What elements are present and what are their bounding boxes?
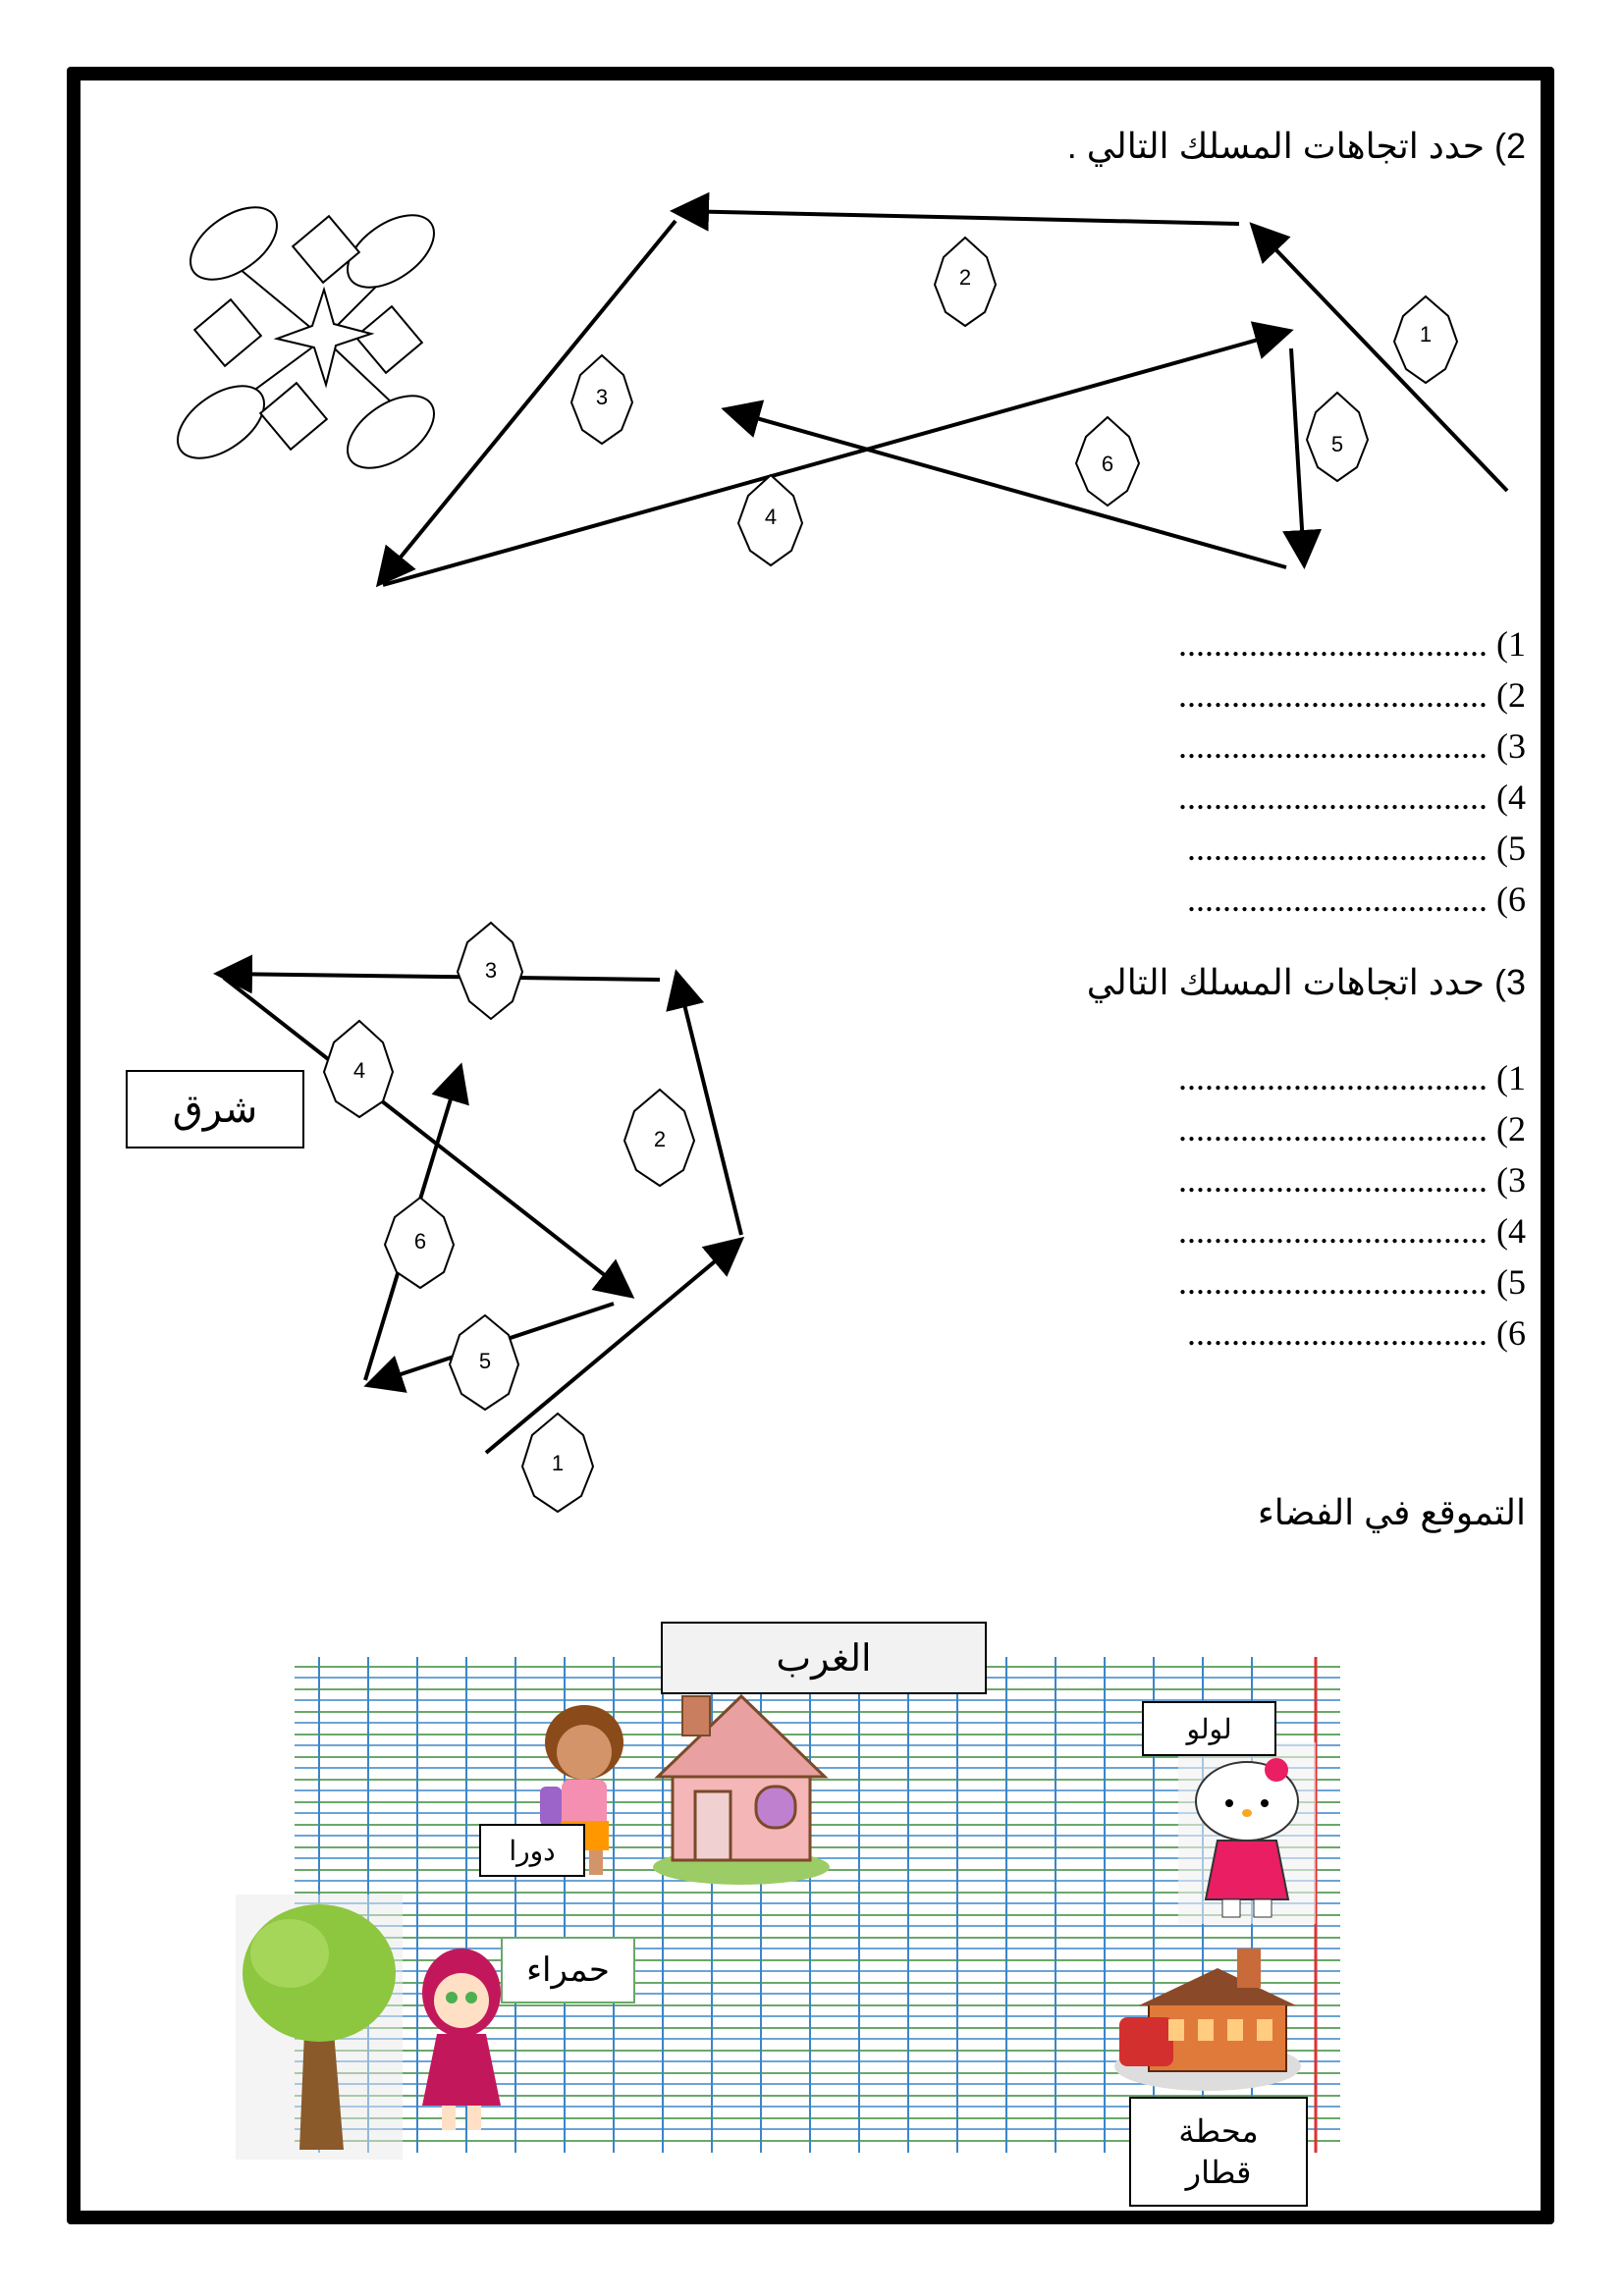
segment-label-5 — [450, 1315, 518, 1410]
segment-label-3 — [458, 923, 522, 1019]
station-line-1: محطة — [1178, 2113, 1259, 2149]
segment-label-3 — [571, 355, 632, 444]
path-segment-6 — [729, 410, 1286, 567]
path-segment-2 — [677, 977, 741, 1235]
answer-line[interactable]: 3) ................................... — [1178, 726, 1526, 766]
svg-text:5: 5 — [478, 1349, 492, 1373]
segment-label-6 — [1076, 417, 1139, 506]
svg-text:3: 3 — [595, 385, 609, 409]
answer-line[interactable]: 6) .................................. — [1187, 1313, 1526, 1353]
answer-line[interactable]: 6) .................................. — [1187, 880, 1526, 919]
svg-text:6: 6 — [413, 1229, 427, 1254]
section3-answers — [1074, 1052, 1526, 1359]
section2-title: 2) حدد اتجاهات المسلك التالي . — [1066, 126, 1526, 166]
svg-text:6: 6 — [1101, 452, 1114, 476]
svg-text:2: 2 — [958, 265, 972, 290]
section2-diagram — [0, 0, 1624, 628]
west-label: الغرب — [661, 1622, 987, 1694]
path-segment-3 — [221, 974, 660, 980]
svg-text:1: 1 — [1419, 322, 1433, 347]
segment-label-4 — [324, 1021, 393, 1117]
segment-label-2 — [935, 238, 996, 326]
path-segment-4 — [383, 332, 1286, 585]
svg-text:3: 3 — [484, 958, 498, 983]
segment-label-4 — [738, 475, 802, 565]
answer-line[interactable]: 4) ................................... — [1178, 1211, 1526, 1251]
svg-text:1: 1 — [551, 1451, 565, 1475]
section2-answers — [1074, 618, 1526, 925]
section3-diagram — [0, 883, 884, 1531]
answer-line[interactable]: 4) ................................... — [1178, 777, 1526, 817]
station-line-2: قطار — [1185, 2155, 1252, 2190]
dora-label: دورا — [479, 1824, 585, 1877]
tree-icon — [236, 1895, 403, 2160]
path-segment-5 — [1291, 348, 1304, 561]
lulu-label: لولو — [1142, 1701, 1276, 1756]
answer-line[interactable]: 5) ................................... — [1178, 1262, 1526, 1302]
segment-label-6 — [385, 1198, 454, 1288]
hamra-label: حمراء — [501, 1937, 635, 2003]
answer-line[interactable]: 1) ................................... — [1178, 1058, 1526, 1097]
svg-text:2: 2 — [653, 1127, 667, 1151]
segment-label-1 — [522, 1414, 593, 1512]
answer-line[interactable]: 3) ................................... — [1178, 1160, 1526, 1200]
svg-text:4: 4 — [352, 1058, 366, 1083]
answer-line[interactable]: 2) ................................... — [1178, 1109, 1526, 1148]
east-label: شرق — [126, 1070, 304, 1148]
hello-kitty-icon — [1178, 1742, 1316, 1924]
answer-line[interactable]: 1) ................................... — [1178, 624, 1526, 664]
segment-label-2 — [624, 1090, 694, 1186]
path-segment-1 — [486, 1242, 738, 1453]
train-station-label — [1129, 2097, 1308, 2207]
svg-text:5: 5 — [1330, 432, 1344, 456]
train-station-icon — [1110, 1949, 1306, 2096]
masha-character-icon — [412, 1944, 511, 2140]
svg-text:4: 4 — [764, 505, 778, 529]
path-segment-2 — [677, 211, 1239, 224]
segment-label-5 — [1307, 393, 1368, 481]
answer-line[interactable]: 2) ................................... — [1178, 675, 1526, 715]
house-icon — [648, 1688, 835, 1885]
compass-rose-icon — [165, 192, 447, 482]
section4-title: التموقع في الفضاء — [1257, 1492, 1526, 1532]
answer-line[interactable]: 5) .................................. — [1187, 828, 1526, 868]
segment-label-1 — [1394, 296, 1457, 383]
section3-title: 3) حدد اتجاهات المسلك التالي — [1086, 962, 1526, 1002]
